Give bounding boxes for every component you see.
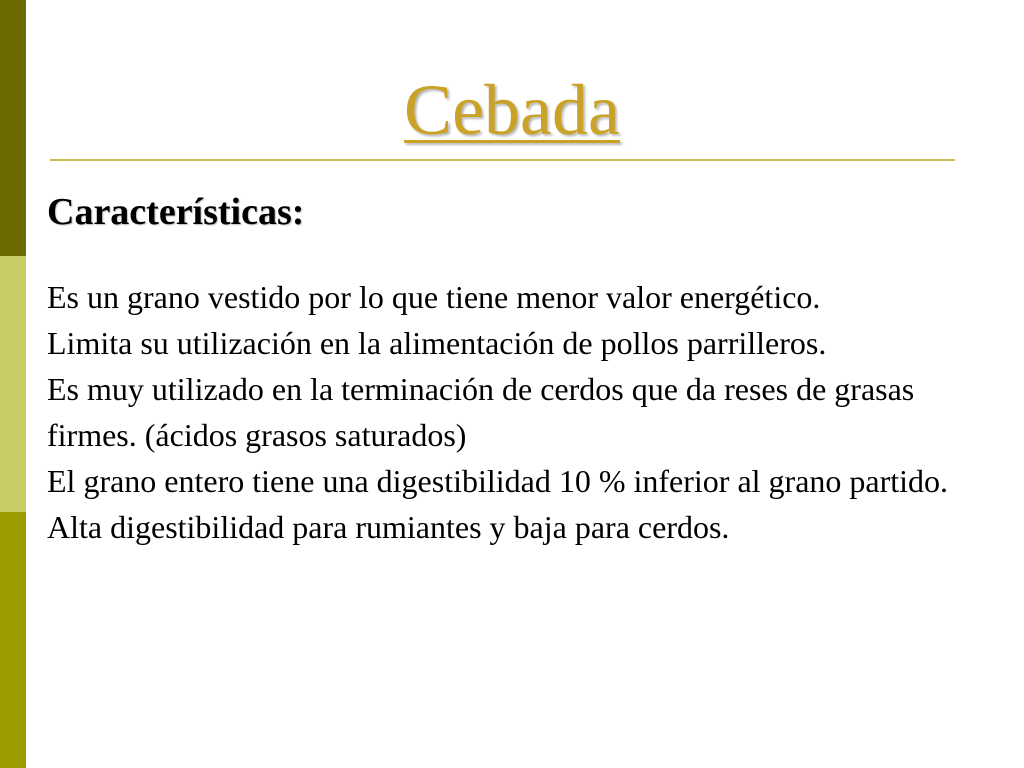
sidebar-middle-segment <box>0 256 26 512</box>
paragraph-1: Es un grano vestido por lo que tiene menor valor energético. <box>47 279 821 315</box>
body-text-block <box>47 274 987 550</box>
slide-title: Cebada <box>404 70 620 150</box>
paragraph-2: Limita su utilización en la alimentación de pollos parrilleros. <box>47 325 827 361</box>
sidebar-bottom-segment <box>0 512 26 768</box>
paragraph-5: Alta digestibilidad para rumiantes y baja para cerdos. <box>47 509 730 545</box>
paragraph-3: Es muy utilizado en la terminación de cerdos que da reses de grasas firmes. (ácidos grasos saturados) <box>47 371 915 453</box>
paragraph-4: El grano entero tiene una digestibilidad 10 % inferior al grano partido. <box>47 463 949 499</box>
section-heading: Características: <box>47 191 305 233</box>
title-divider <box>50 159 955 161</box>
